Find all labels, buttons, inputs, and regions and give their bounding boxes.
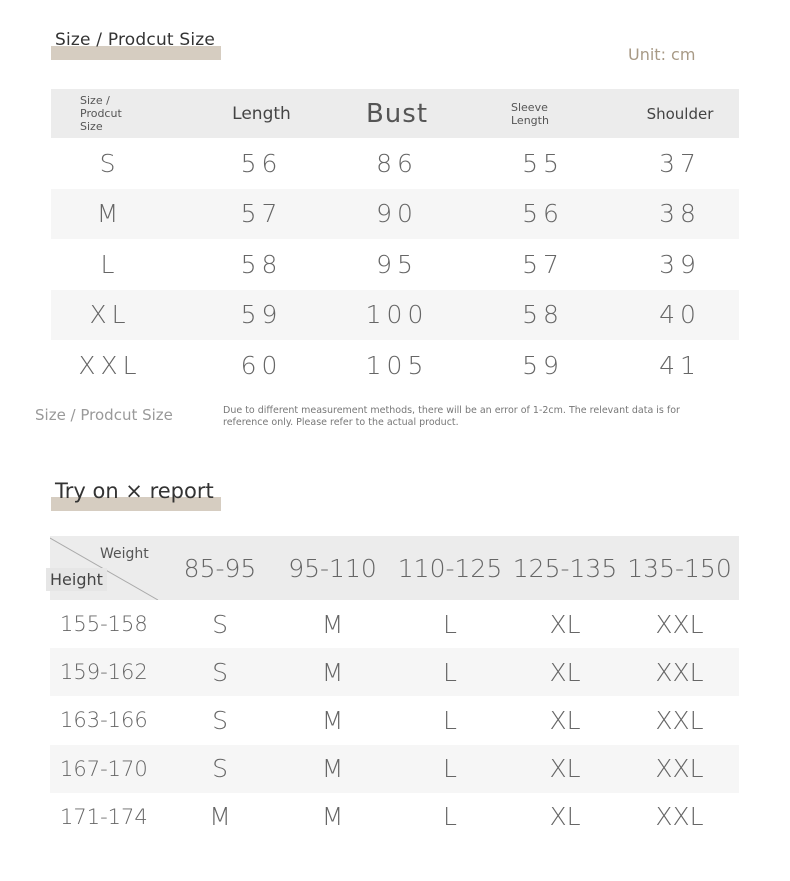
size-cell: M — [321, 609, 344, 639]
size-cell: XXL — [655, 705, 704, 735]
cell-bust: 90 — [376, 199, 418, 229]
size-cell: XL — [549, 609, 581, 639]
height-cell: 167-170 — [60, 756, 148, 781]
height-cell: 163-166 — [60, 708, 148, 733]
size-cell: XXL — [655, 609, 704, 639]
cell-shoulder: 40 — [659, 300, 701, 330]
header-sleeve-length: Sleeve Length — [511, 100, 549, 127]
table-row — [51, 138, 739, 189]
header-bust: Bust — [365, 98, 429, 129]
cell-length: 56 — [240, 148, 283, 178]
size-cell: XL — [549, 657, 581, 687]
corner-height-label: Height — [46, 568, 107, 591]
cell-size: XXL — [78, 350, 142, 380]
cell-sleeve: 57 — [522, 249, 564, 279]
corner-cell — [50, 536, 160, 600]
table-row — [51, 189, 739, 240]
cell-sleeve: 59 — [522, 350, 564, 380]
cell-shoulder: 39 — [659, 249, 701, 279]
cell-shoulder: 37 — [659, 148, 701, 178]
size-heading-text: Size / Prodcut Size — [55, 30, 216, 50]
cell-length: 59 — [240, 300, 283, 330]
size-cell: L — [443, 754, 457, 784]
size-footer-label: Size / Prodcut Size — [35, 406, 173, 424]
size-cell: XL — [549, 802, 581, 832]
size-cell: XL — [549, 705, 581, 735]
cell-bust: 100 — [365, 300, 429, 330]
height-cell: 171-174 — [60, 804, 148, 829]
weight-header: 85-95 — [183, 553, 257, 583]
table-row — [50, 745, 739, 793]
tryon-table-header — [50, 536, 739, 600]
size-table — [51, 89, 739, 391]
size-cell: L — [443, 657, 457, 687]
size-section-heading — [51, 24, 221, 60]
size-cell: L — [443, 802, 457, 832]
table-row — [51, 290, 739, 341]
size-cell: XXL — [655, 657, 704, 687]
weight-header: 125-135 — [512, 553, 618, 583]
tryon-heading-text: Try on × report — [55, 479, 214, 503]
size-cell: M — [321, 657, 344, 687]
size-cell: L — [443, 609, 457, 639]
cell-size: XL — [89, 300, 131, 330]
tryon-table — [50, 536, 739, 841]
measurement-note: Due to different measurement methods, there will be an error of 1-2cm. The relevant data is for reference only. Please refer to the actual product. — [223, 405, 680, 428]
table-row — [50, 793, 739, 841]
table-row — [50, 648, 739, 696]
size-cell: S — [212, 754, 228, 784]
size-cell: XL — [549, 754, 581, 784]
cell-length: 60 — [240, 350, 283, 380]
cell-length: 58 — [240, 249, 283, 279]
weight-header: 95-110 — [288, 553, 377, 583]
header-length: Length — [232, 103, 291, 124]
size-cell: S — [212, 657, 228, 687]
size-cell: XXL — [655, 802, 704, 832]
table-row — [50, 600, 739, 648]
header-size: Size / Prodcut Size — [80, 94, 122, 133]
size-cell: M — [321, 802, 344, 832]
size-cell: S — [212, 609, 228, 639]
size-cell: M — [321, 754, 344, 784]
unit-label: Unit: cm — [628, 45, 696, 64]
table-row — [50, 696, 739, 744]
size-cell: L — [443, 705, 457, 735]
cell-size: L — [100, 249, 120, 279]
weight-header: 110-125 — [397, 553, 503, 583]
cell-shoulder: 38 — [659, 199, 701, 229]
cell-length: 57 — [240, 199, 283, 229]
cell-size: M — [96, 199, 124, 229]
size-cell: M — [321, 705, 344, 735]
height-cell: 155-158 — [60, 612, 148, 637]
weight-header: 135-150 — [627, 553, 732, 583]
cell-sleeve: 55 — [522, 148, 564, 178]
tryon-section-heading — [51, 475, 221, 511]
header-shoulder: Shoulder — [646, 104, 714, 123]
cell-bust: 95 — [376, 249, 418, 279]
cell-bust: 86 — [376, 148, 418, 178]
size-cell: S — [212, 705, 228, 735]
cell-size: S — [99, 148, 121, 178]
cell-sleeve: 58 — [522, 300, 564, 330]
table-row — [51, 340, 739, 391]
cell-shoulder: 41 — [659, 350, 701, 380]
corner-weight-label: Weight — [100, 546, 149, 562]
size-table-header — [51, 89, 739, 138]
size-cell: XXL — [655, 754, 704, 784]
height-cell: 159-162 — [60, 660, 148, 685]
cell-bust: 105 — [365, 350, 429, 380]
table-row — [51, 239, 739, 290]
cell-sleeve: 56 — [522, 199, 564, 229]
size-cell: M — [209, 802, 231, 832]
